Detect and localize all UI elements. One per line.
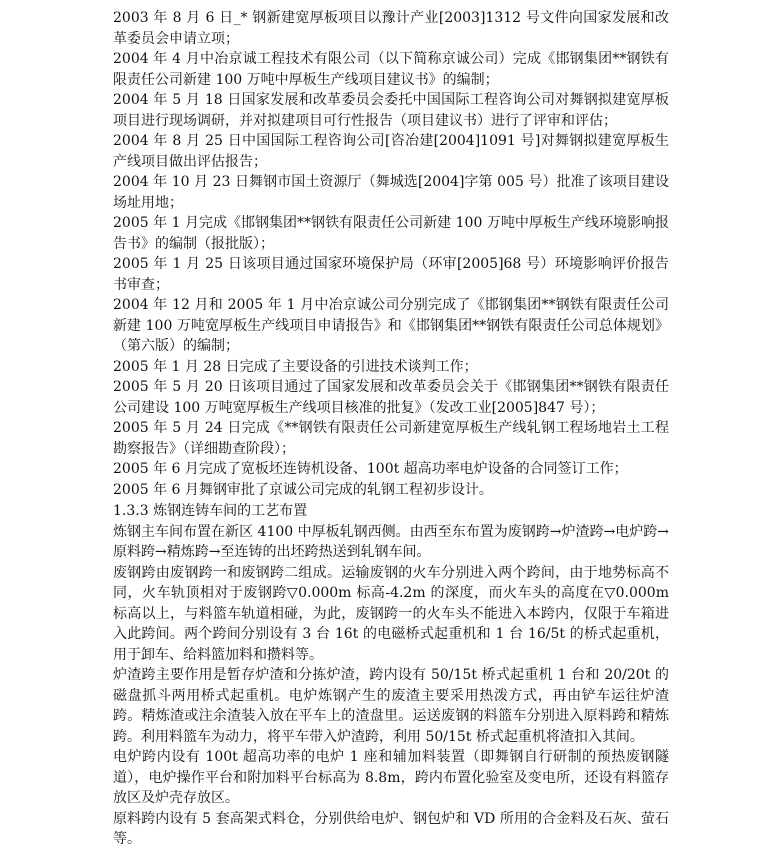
paragraph: 2005 年 1 月 28 日完成了主要设备的引进技术谈判工作； — [113, 358, 478, 375]
body-paragraph: 原料跨内设有 5 套高架式料仓，分别供给电炉、钢包炉和 VD 所用的合金料及石灰、萤石等。 — [113, 810, 669, 847]
paragraph: 2003 年 8 月 6 日_* 钢新建宽厚板项目以豫计产业[2003]1312 号文件向国家发展和改革委员会申请立项； — [113, 10, 669, 47]
paragraph: 2004 年 8 月 25 日中国国际工程咨询公司[咨冶建[2004]1091 号]对舞钢拟建宽厚板生产线项目做出评估报告； — [113, 133, 669, 170]
paragraph: 2004 年 4 月中冶京诚工程技术有限公司（以下简称京诚公司）完成《邯钢集团**钢铁有限责任公司新建 100 万吨中厚板生产线项目建议书》的编制； — [113, 51, 669, 88]
paragraph: 2005 年 6 月舞钢审批了京诚公司完成的轧钢工程初步设计。 — [113, 481, 493, 498]
document-body — [113, 8, 669, 850]
body-paragraph: 废钢跨由废钢跨一和废钢跨二组成。运输废钢的火车分别进入两个跨间，由于地势标高不同，火车轨顶相对于废钢跨▽0.000m 标高-4.2m 的深度，而火车头的高度在▽0.000m 标高以上，与料篮车轨道相碰，为此，废钢跨一的火车头不能进入本跨内，仅限于车箱进入此跨间。两个跨间分别设有 3 台 16t 的电磁桥式起重机和 1 台 16/5t 的桥式起重机，用于卸车、给料篮加料和攒料等。 — [113, 564, 669, 663]
paragraph: 2005 年 6 月完成了宽板坯连铸机设备、100t 超高功率电炉设备的合同签订工作； — [113, 461, 628, 477]
paragraph: 2004 年 10 月 23 日舞钢市国土资源厅（舞城选[2004]字第 005 号）批准了该项目建设场址用地； — [113, 174, 669, 211]
paragraph: 2005 年 5 月 24 日完成《**钢铁有限责任公司新建宽厚板生产线轧钢工程场地岩土工程勘察报告》（详细勘查阶段）； — [113, 420, 669, 457]
paragraph: 2005 年 1 月完成《邯钢集团**钢铁有限责任公司新建 100 万吨中厚板生产线环境影响报告书》的编制（报批版）； — [113, 215, 669, 252]
body-paragraph: 炼钢主车间布置在新区 4100 中厚板轧钢西侧。由西至东布置为废钢跨→炉渣跨→电炉跨→原料跨→精炼跨→至连铸的出坯跨热送到轧钢车间。 — [113, 523, 669, 560]
section-heading: 1.3.3 炼钢连铸车间的工艺布置 — [113, 503, 308, 519]
body-paragraph: 炉渣跨主要作用是暂存炉渣和分拣炉渣，跨内设有 50/15t 桥式起重机 1 台和 20/20t 的磁盘抓斗两用桥式起重机。电炉炼钢产生的废渣主要采用热泼方式，再由铲车运往炉渣跨。精炼渣或注余渣装入放在平车上的渣盘里。运送废钢的料篮车分别进入原料跨和精炼跨。利用料篮车为动力，将平车带入炉渣跨，利用 50/15t 桥式起重机将渣扣入其间。 — [113, 667, 669, 745]
paragraph: 2004 年 5 月 18 日国家发展和改革委员会委托中国国际工程咨询公司对舞钢拟建宽厚板项目进行现场调研，并对拟建项目可行性报告（项目建议书）进行了评审和评估； — [113, 92, 669, 129]
paragraph: 2005 年 5 月 20 日该项目通过了国家发展和改革委员会关于《邯钢集团**钢铁有限责任公司建设 100 万吨宽厚板生产线项目核准的批复》（发改工业[2005]847 号）； — [113, 379, 669, 416]
paragraph: 2005 年 1 月 25 日该项目通过国家环境保护局（环审[2005]68 号）环境影响评价报告书审查； — [113, 256, 669, 293]
body-paragraph: 电炉跨内设有 100t 超高功率的电炉 1 座和辅加料装置（即舞钢自行研制的预热废钢隧道），电炉操作平台和附加料平台标高为 8.8m，跨内布置化验室及变电所，还设有料篮存放区及炉壳存放区。 — [113, 749, 669, 806]
paragraph: 2004 年 12 月和 2005 年 1 月中冶京诚公司分别完成了《邯钢集团**钢铁有限责任公司新建 100 万吨宽厚板生产线项目申请报告》和《邯钢集团**钢铁有限责任公司总体规划》（第六版）的编制； — [113, 297, 669, 354]
